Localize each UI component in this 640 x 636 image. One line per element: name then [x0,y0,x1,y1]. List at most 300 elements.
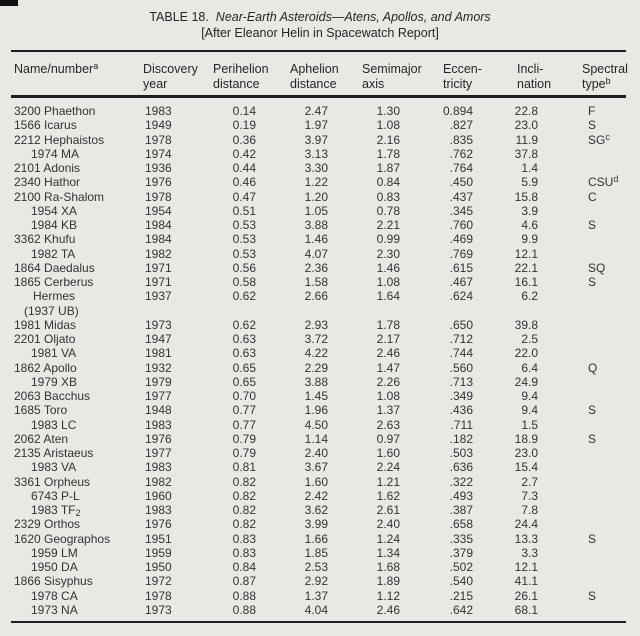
perihelion-distance-value: 0.58 [232,275,256,289]
perihelion-distance-value: 0.83 [232,531,256,546]
discovery-year-value: 1936 [145,161,172,175]
asteroid-name: 1978 CA [31,588,78,603]
inclination-value: 37.8 [514,146,538,161]
aphelion-distance-value: 1.66 [304,531,328,546]
asteroid-name: 1979 XB [31,374,78,389]
aphelion-distance-value: 1.20 [304,189,328,204]
eccentricity-value: .636 [449,460,473,475]
table-row [0,460,640,474]
aphelion-distance-value: 3.88 [304,374,328,389]
asteroid-name: 1981 VA [31,346,77,361]
table-row [0,389,640,403]
aphelion-distance-value: 3.30 [304,161,328,175]
asteroid-name: Hermes (1937 UB) [24,289,79,318]
perihelion-distance-value: 0.79 [232,446,256,460]
inclination-value: 11.9 [515,132,538,147]
table-row [0,603,640,617]
aphelion-distance-value: 2.47 [304,104,328,118]
perihelion-distance-value: 0.65 [232,360,256,375]
aphelion-distance-value: 4.22 [304,346,328,361]
table-row [0,218,640,232]
aphelion-distance-value: 1.85 [304,545,328,560]
semimajor-axis-value: 0.78 [376,203,400,218]
asteroid-name: 2329 Orthos [14,517,81,532]
eccentricity-value: .322 [449,474,473,489]
inclination-value: 7.3 [521,488,538,503]
eccentricity-value: .713 [449,374,473,389]
perihelion-distance-value: 0.65 [232,374,256,389]
perihelion-distance-value: 0.56 [232,260,256,275]
eccentricity-value: .658 [449,517,473,532]
semimajor-axis-value: 0.99 [376,232,400,247]
table-row [0,589,640,603]
asteroid-name: 2101 Adonis [14,161,81,175]
aphelion-distance-value: 3.72 [304,332,328,346]
asteroid-name: 2212 Hephaistos [14,132,105,147]
inclination-value: 3.9 [521,203,538,218]
eccentricity-value: .642 [449,602,473,617]
aphelion-distance-value: 2.53 [304,560,328,574]
table-row [0,403,640,417]
discovery-year-value: 1971 [145,260,172,275]
discovery-year-value: 1979 [145,374,172,389]
aphelion-distance-value: 3.97 [304,132,328,147]
aphelion-distance-value: 1.37 [304,588,328,603]
spectral-type-value [576,489,640,503]
inclination-value: 22.1 [514,260,538,275]
semimajor-axis-value: 1.89 [376,574,400,589]
asteroid-name: 2135 Aristaeus [14,446,94,460]
spectral-type-value [576,517,640,531]
perihelion-distance-value: 0.82 [232,517,256,532]
asteroid-name: 1566 Icarus [14,118,77,133]
perihelion-distance-value: 0.51 [232,203,256,218]
perihelion-distance-value: 0.47 [232,189,256,204]
discovery-year-value: 1983 [145,104,172,118]
perihelion-distance-value: 0.79 [232,431,256,446]
semimajor-axis-value: 1.64 [376,289,400,304]
aphelion-distance-value: 1.96 [304,403,328,418]
discovery-year-value: 1984 [145,232,172,247]
inclination-value: 2.7 [521,474,538,489]
inclination-value: 15.8 [514,189,538,204]
aphelion-distance-value: 3.13 [304,146,328,161]
perihelion-distance-value: 0.53 [232,232,256,247]
eccentricity-value: .493 [449,488,473,503]
table-row [0,446,640,460]
column-header-name-number: Name/number$^a$ [14,61,99,76]
table-row [0,517,640,531]
table-caption [0,9,640,41]
discovery-year-value: 1951 [145,531,172,546]
asteroid-name: 1984 KB [31,218,78,232]
spectral-type-value: CSU$^d$ [588,174,619,190]
spectral-type-value [576,332,640,346]
discovery-year-value: 1982 [145,474,172,489]
aphelion-distance-value: 3.62 [304,503,328,517]
spectral-type-value [576,318,640,332]
table-row [0,318,640,332]
eccentricity-value: .744 [449,346,473,361]
table-title [0,9,640,25]
eccentricity-value: .502 [449,560,473,574]
perihelion-distance-value: 0.46 [232,175,256,190]
spectral-type-value [576,232,640,246]
eccentricity-value: .215 [449,588,473,603]
column-header-aphelion-distance: Aphelion distance [290,62,339,91]
table-row [0,361,640,375]
asteroid-name: 1983 $TF_2$ [31,503,81,518]
semimajor-axis-value: 1.87 [376,161,400,175]
semimajor-axis-value: 1.08 [376,389,400,403]
aphelion-distance-value: 2.29 [304,360,328,375]
eccentricity-value: .437 [449,189,473,204]
table-row [0,133,640,147]
inclination-value: 1.5 [521,417,538,432]
discovery-year-value: 1977 [145,446,172,460]
table-row [0,418,640,432]
inclination-value: 23.0 [514,118,538,133]
asteroid-name: 1981 Midas [14,317,77,332]
asteroid-name: 1864 Daedalus [14,260,95,275]
asteroids-table [0,62,640,617]
discovery-year-value: 1978 [145,189,172,204]
table-row [0,375,640,389]
semimajor-axis-value: 2.21 [376,218,400,232]
spectral-type-value [576,475,640,489]
asteroid-name: 1983 VA [31,460,77,475]
eccentricity-value: 0.894 [442,104,473,118]
asteroid-name: 2063 Bacchus [14,389,91,403]
table-row [0,574,640,588]
asteroid-name: 2100 Ra-Shalom [14,189,105,204]
perihelion-distance-value: 0.87 [232,574,256,589]
semimajor-axis-value: 1.60 [376,446,400,460]
aphelion-distance-value: 3.99 [304,517,328,532]
discovery-year-value: 1937 [145,289,172,304]
column-header-semimajor-axis: Semimajor axis [362,62,422,91]
table-row [0,161,640,175]
perihelion-distance-value: 0.81 [232,460,256,475]
perihelion-distance-value: 0.82 [232,474,256,489]
perihelion-distance-value: 0.14 [232,104,256,118]
inclination-value: 24.9 [514,374,538,389]
discovery-year-value: 1959 [145,545,172,560]
semimajor-axis-value: 1.21 [376,474,400,489]
inclination-value: 13.3 [514,531,538,546]
asteroid-name: 2340 Hathor [14,175,81,190]
asteroid-name: 3200 Phaethon [14,104,96,118]
aphelion-distance-value: 1.58 [304,275,328,289]
inclination-value: 12.1 [514,560,538,574]
perihelion-distance-value: 0.88 [232,602,256,617]
table-row [0,532,640,546]
eccentricity-value: .560 [449,360,473,375]
perihelion-distance-value: 0.82 [232,488,256,503]
asteroid-name: 1974 MA [31,146,80,161]
inclination-value: 26.1 [514,588,538,603]
spectral-type-value: S [588,431,597,446]
spectral-type-value [576,346,640,360]
aphelion-distance-value: 2.42 [304,488,328,503]
aphelion-distance-value: 2.40 [304,446,328,460]
semimajor-axis-value: 1.78 [376,146,400,161]
table-row [0,175,640,189]
footnote-marker-a: a [93,61,99,71]
spectral-type-value [576,546,640,560]
inclination-value: 3.3 [521,545,538,560]
discovery-year-value: 1973 [145,317,172,332]
column-header-perihelion-distance: Perihelion distance [213,62,269,91]
eccentricity-value: .436 [449,403,473,418]
eccentricity-value: .711 [450,417,473,432]
eccentricity-value: .827 [449,118,473,133]
spectral-type-value: $SG^c$ [588,131,610,147]
discovery-year-value: 1982 [145,246,172,261]
asteroid-name: 1865 Cerberus [14,275,94,289]
semimajor-axis-value: 1.24 [376,531,400,546]
table-row [0,289,640,318]
inclination-value: 4.6 [521,218,538,232]
semimajor-axis-value: 2.17 [376,332,400,346]
spectral-type-value [576,603,640,617]
spectral-type-value: C [588,189,597,204]
table-row [0,346,640,360]
table-subtitle: [After Eleanor Helin in Spacewatch Report] [201,26,439,40]
spectral-type-value [576,375,640,389]
perihelion-distance-value: 0.53 [232,218,256,232]
discovery-year-value: 1974 [145,146,172,161]
eccentricity-value: .769 [449,246,473,261]
asteroid-name: 1954 XA [31,203,78,218]
semimajor-axis-value: 2.24 [376,460,400,475]
inclination-value: 6.4 [521,360,538,375]
aphelion-distance-value: 4.50 [304,417,328,432]
table-row [0,503,640,517]
eccentricity-value: .650 [449,317,473,332]
inclination-value: 5.9 [521,175,538,190]
discovery-year-value: 1949 [145,118,172,133]
table-row [0,546,640,560]
semimajor-axis-value: 2.30 [376,246,400,261]
perihelion-distance-value: 0.44 [232,161,256,175]
eccentricity-value: .335 [449,531,473,546]
eccentricity-value: .469 [449,232,473,247]
table-row [0,432,640,446]
discovery-year-value: 1983 [145,417,172,432]
aphelion-distance-value: 4.04 [304,602,328,617]
asteroid-name: 1866 Sisyphus [14,574,93,589]
table-row [0,190,640,204]
semimajor-axis-value: 0.97 [376,431,400,446]
table-body [0,104,640,617]
inclination-value: 22.8 [514,104,538,118]
spectral-type-value: F [588,104,596,118]
eccentricity-value: .540 [449,574,473,589]
semimajor-axis-value: 1.34 [376,545,400,560]
discovery-year-value: 1972 [145,574,172,589]
spectral-type-value: S [588,118,597,133]
aphelion-distance-value: 4.07 [304,246,328,261]
top-rule [11,50,626,52]
semimajor-axis-value: 2.16 [376,132,400,147]
spectral-type-value [576,389,640,403]
inclination-value: 23.0 [514,446,538,460]
eccentricity-value: .624 [449,289,473,304]
asteroid-name: 1983 LC [31,417,77,432]
asteroid-name: 1959 LM [31,545,78,560]
table-row [0,204,640,218]
spectral-type-value [576,147,640,161]
table-row [0,261,640,275]
table-title-main: Near-Earth Asteroids—Atens, Apollos, and Amors [215,10,491,24]
table-row [0,332,640,346]
discovery-year-value: 1976 [145,431,172,446]
aphelion-distance-value: 1.14 [304,431,328,446]
table-header-row [0,62,640,104]
discovery-year-value: 1947 [145,332,172,346]
aphelion-distance-value: 2.66 [304,289,328,304]
spectral-type-value [576,574,640,588]
semimajor-axis-value: 1.68 [376,560,400,574]
discovery-year-value: 1977 [145,389,172,403]
discovery-year-value: 1971 [145,275,172,289]
asteroid-name: 6743 P-L [31,488,80,503]
spectral-type-value [576,460,640,474]
inclination-value: 24.4 [514,517,538,532]
aphelion-distance-value: 3.88 [304,218,328,232]
asteroid-name: 1685 Toro [14,403,68,418]
semimajor-axis-value: 2.46 [376,602,400,617]
aphelion-distance-value: 1.45 [304,389,328,403]
perihelion-distance-value: 0.62 [232,289,256,304]
discovery-year-value: 1978 [145,588,172,603]
asteroid-name: 1950 DA [31,560,78,574]
inclination-value: 12.1 [514,246,538,261]
spectral-type-value [576,204,640,218]
bottom-rule [11,621,626,623]
discovery-year-value: 1983 [145,503,172,517]
aphelion-distance-value: 1.22 [304,175,328,190]
spectral-type-value [576,446,640,460]
table-row [0,104,640,118]
spectral-type-value [576,289,640,318]
aphelion-distance-value: 2.93 [304,317,328,332]
eccentricity-value: .387 [449,503,473,517]
spectral-type-value [576,161,640,175]
eccentricity-value: .467 [449,275,473,289]
inclination-value: 7.8 [521,503,538,517]
inclination-value: 6.2 [521,289,538,304]
perihelion-distance-value: 0.42 [232,146,256,161]
scan-corner-artifact [0,0,18,6]
asteroid-name: 1982 TA [31,246,76,261]
discovery-year-value: 1954 [145,203,172,218]
inclination-value: 68.1 [514,602,538,617]
discovery-year-value: 1978 [145,132,172,147]
spectral-type-value: S [588,588,597,603]
eccentricity-value: .349 [449,389,473,403]
semimajor-axis-value: 0.84 [376,175,400,190]
spectral-type-value [576,503,640,517]
semimajor-axis-value: 2.26 [376,374,400,389]
column-header-spectral-type: Spectral type$^b$ [582,62,628,91]
discovery-year-value: 1973 [145,602,172,617]
discovery-year-value: 1976 [145,175,172,190]
semimajor-axis-value: 1.37 [376,403,400,418]
semimajor-axis-value: 1.12 [376,588,400,603]
perihelion-distance-value: 0.63 [232,346,256,361]
aphelion-distance-value: 2.36 [304,260,328,275]
asteroid-name: 1620 Geographos [14,531,111,546]
table-row [0,147,640,161]
perihelion-distance-value: 0.77 [232,403,256,418]
asteroid-name: 2062 Aten [14,431,69,446]
footnote-marker-b: b [605,76,611,86]
table-row [0,275,640,289]
spectral-type-value: Q [588,360,598,375]
semimajor-axis-value: 1.62 [376,488,400,503]
inclination-value: 22.0 [514,346,538,361]
asteroid-name: 3361 Orpheus [14,474,91,489]
semimajor-axis-value: 2.61 [376,503,400,517]
aphelion-distance-value: 1.46 [304,232,328,247]
spectral-type-value: S [588,275,597,289]
asteroid-name: 1862 Apollo [14,360,77,375]
inclination-value: 15.4 [514,460,538,475]
eccentricity-value: .345 [449,203,473,218]
table-row [0,475,640,489]
inclination-value: 9.4 [521,403,538,418]
perihelion-distance-value: 0.82 [232,503,256,517]
inclination-value: 1.4 [521,161,538,175]
perihelion-distance-value: 0.84 [232,560,256,574]
eccentricity-value: .379 [449,545,473,560]
spectral-type-value: S [588,531,597,546]
perihelion-distance-value: 0.77 [232,417,256,432]
column-header-inclination: Incli- nation [517,62,552,91]
inclination-value: 18.9 [514,431,538,446]
perihelion-distance-value: 0.83 [232,545,256,560]
eccentricity-value: .503 [449,446,473,460]
table-row [0,232,640,246]
semimajor-axis-value: 1.47 [376,360,400,375]
eccentricity-value: .615 [449,260,473,275]
aphelion-distance-value: 1.97 [304,118,328,133]
inclination-value: 39.8 [514,317,538,332]
semimajor-axis-value: 2.40 [376,517,400,532]
discovery-year-value: 1960 [145,488,172,503]
asteroid-name: 3362 Khufu [14,232,76,247]
eccentricity-value: .712 [449,332,473,346]
semimajor-axis-value: 1.08 [376,118,400,133]
inclination-value: 9.9 [521,232,538,247]
spectral-type-value [576,247,640,261]
eccentricity-value: .450 [449,175,473,190]
semimajor-axis-value: 2.46 [376,346,400,361]
discovery-year-value: 1983 [145,460,172,475]
discovery-year-value: 1984 [145,218,172,232]
aphelion-distance-value: 1.60 [304,474,328,489]
eccentricity-value: .182 [449,431,473,446]
table-title-prefix: TABLE 18. [149,10,209,24]
inclination-value: 16.1 [514,275,538,289]
perihelion-distance-value: 0.36 [232,132,256,147]
spectral-type-value: S [588,218,597,232]
eccentricity-value: .760 [449,218,473,232]
column-header-eccentricity: Eccen- tricity [443,62,482,91]
semimajor-axis-value: 1.08 [376,275,400,289]
